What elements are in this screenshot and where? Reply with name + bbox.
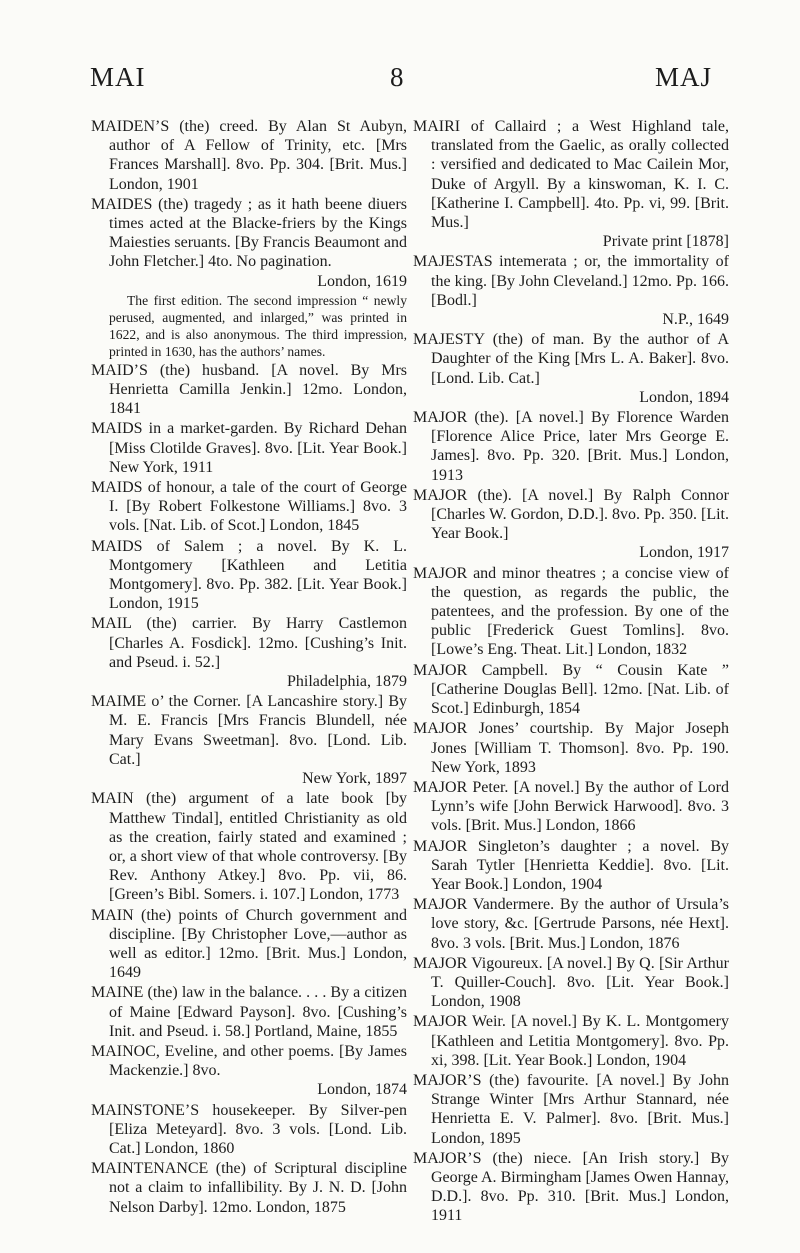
entry-text: MAIME o’ the Corner. [A Lancashire story.] By M. E. Francis [Mrs Francis Blundell, née Mary Evans Sweetman]. 8vo. [Lond. Lib. Cat.]: [91, 693, 407, 768]
bibliography-entry: [413, 117, 729, 251]
bibliography-entry: [413, 330, 729, 407]
entry-imprint: London, 1917: [639, 544, 729, 562]
entry-text: MAINTENANCE (the) of Scriptural discipline not a claim to infallibility. By J. N. D. [John Nelson Darby]. 12mo. London, 1875: [91, 1160, 407, 1216]
entry-text: MAINSTONE’S housekeeper. By Silver-pen [Eliza Meteyard]. 8vo. 3 vols. [Lond. Lib. Cat.] London, 1860: [91, 1101, 407, 1157]
entry-imprint: London, 1619: [317, 272, 407, 290]
entry-text: MAIN (the) points of Church government and discipline. [By Christopher Love,—author as well as editor.] 12mo. [Brit. Mus.] London, 1649: [91, 906, 407, 982]
bibliography-entry: [413, 778, 729, 836]
entry-text: MAJOR Campbell. By “ Cousin Kate ” [Catherine Douglas Bell]. 12mo. [Nat. Lib. of Scot.] Edinburgh, 1854: [413, 661, 729, 718]
bibliography-entry: [91, 614, 407, 691]
entry-text: MAJESTAS intemerata ; or, the immortality of the king. [By John Cleveland.] 12mo. Pp. 166. [Bodl.]: [413, 253, 729, 309]
entry-text: MAIRI of Callaird ; a West Highland tale, translated from the Gaelic, as orally collected : versified and dedicated to Mac Cailein Mor, Duke of Argyll. By a kinswoman, K. I. C. [Katherine I. Campbell]. 4to. Pp. vi, 99. [Brit. Mus.]: [413, 118, 729, 232]
entry-text: MAJOR Jones’ courtship. By Major Joseph Jones [William T. Thomson]. 8vo. Pp. 190. New York, 1893: [413, 720, 729, 776]
bibliography-entry: [91, 1042, 407, 1100]
entry-text: MAJESTY (the) of man. By the author of A Daughter of the King [Mrs L. A. Baker]. 8vo. [Lond. Lib. Cat.]: [413, 331, 729, 387]
entry-imprint: Philadelphia, 1879: [287, 673, 407, 691]
bibliography-entry: [91, 195, 407, 291]
header-right-catchword: MAJ: [655, 62, 713, 92]
bibliography-entry: [413, 1071, 729, 1148]
entry-text: MAIN (the) argument of a late book [by Matthew Tindal], entitled Christianity as old as the creation, fairly stated and examined ; or, a short view of that whole controversy. [By Rev. Anthony Atkey.] 8vo. Pp. vii, 86. [Green’s Bibl. Somers. i. 107.] London, 1773: [91, 790, 407, 904]
entry-text: MAJOR (the). [A novel.] By Florence Warden [Florence Alice Price, later Mrs George E. James]. 8vo. Pp. 320. [Brit. Mus.] London, 1913: [413, 409, 729, 484]
bibliography-entry: [91, 419, 407, 477]
bibliography-entry: [413, 954, 729, 1012]
entry-text: MAINOC, Eveline, and other poems. [By James Mackenzie.] 8vo.: [91, 1042, 407, 1080]
entry-note: The first edition. The second impression “ newly perused, augmented, and inlarged,” was printed in 1622, and is also anonymous. The third impression, printed in 1630, has the authors’ names.: [109, 292, 407, 359]
entry-imprint: Private print [1878]: [602, 233, 729, 251]
bibliography-entry: [413, 837, 729, 895]
entry-text: MAJOR and minor theatres ; a concise view of the question, as regards the public, the patentees, and the profession. By one of the public [Frederick Guest Tomlins]. 8vo. [Lowe’s Eng. Theat. Lit.] London, 1832: [413, 564, 729, 659]
running-head: [0, 62, 800, 102]
entry-text: MAINE (the) law in the balance. . . . By a citizen of Maine [Edward Payson]. 8vo. [Cushing’s Init. and Pseud. i. 58.] Portland, Maine, 1855: [91, 984, 407, 1040]
entry-imprint: London, 1894: [639, 388, 729, 406]
entry-imprint: New York, 1897: [302, 770, 407, 788]
entry-text: MAJOR Weir. [A novel.] By K. L. Montgomery [Kathleen and Letitia Montgomery]. 8vo. Pp. xi, 398. [Lit. Year Book.] London, 1904: [413, 1013, 729, 1069]
bibliography-entry: [413, 1012, 729, 1070]
bibliography-entry: [91, 1101, 407, 1159]
bibliography-entry: [91, 537, 407, 614]
entry-text: MAJOR’S (the) niece. [An Irish story.] By George A. Birmingham [James Owen Hannay, D.D.]. 8vo. Pp. 310. [Brit. Mus.] London, 1911: [413, 1149, 729, 1225]
bibliography-entry: [413, 486, 729, 563]
entry-text: MAIDES (the) tragedy ; as it hath beene diuers times acted at the Blacke-friers by the Kings Maiesties seruants. [By Francis Beaumont and John Fletcher.] 4to. No pagination.: [91, 195, 407, 271]
entry-imprint: London, 1874: [317, 1081, 407, 1099]
entry-text: MAJOR Vigoureux. [A novel.] By Q. [Sir Arthur T. Quiller-Couch]. 8vo. [Lit. Year Book.] London, 1908: [413, 954, 729, 1011]
right-column: [413, 117, 729, 1227]
bibliography-entry: [413, 252, 729, 329]
entry-imprint: N.P., 1649: [662, 311, 729, 329]
bibliography-entry: [413, 719, 729, 777]
bibliography-entry: [413, 1149, 729, 1226]
entry-text: MAID’S (the) husband. [A novel. By Mrs Henrietta Camilla Jenkin.] 12mo. London, 1841: [91, 361, 407, 418]
entry-text: MAIDS of honour, a tale of the court of George I. [By Robert Folkestone Williams.] 8vo. 3 vols. [Nat. Lib. of Scot.] London, 1845: [91, 479, 407, 535]
bibliography-entry: [413, 895, 729, 953]
bibliography-entry: [91, 983, 407, 1041]
entry-text: MAJOR’S (the) favourite. [A novel.] By John Strange Winter [Mrs Arthur Stannard, née Henrietta E. V. Palmer]. 8vo. [Brit. Mus.] London, 1895: [413, 1071, 729, 1147]
bibliography-entry: [91, 1159, 407, 1217]
bibliography-entry: [91, 906, 407, 983]
entry-text: MAIDEN’S (the) creed. By Alan St Aubyn, author of A Fellow of Trinity, etc. [Mrs Frances Marshall]. 8vo. Pp. 304. [Brit. Mus.] London, 1901: [91, 118, 407, 193]
entry-text: MAIL (the) carrier. By Harry Castlemon [Charles A. Fosdick]. 12mo. [Cushing’s Init. and Pseud. i. 52.]: [91, 615, 407, 671]
entry-text: MAJOR (the). [A novel.] By Ralph Connor [Charles W. Gordon, D.D.]. 8vo. Pp. 350. [Lit. Year Book.]: [413, 486, 729, 543]
bibliography-entry: [91, 692, 407, 788]
bibliography-entry: [91, 789, 407, 904]
bibliography-entry: [91, 361, 407, 419]
header-left-catchword: MAI: [90, 62, 146, 92]
entry-text: MAIDS in a market-garden. By Richard Dehan [Miss Clotilde Graves]. 8vo. [Lit. Year Book.] New York, 1911: [91, 420, 407, 476]
entry-text: MAJOR Peter. [A novel.] By the author of Lord Lynn’s wife [John Berwick Harwood]. 8vo. 3 vols. [Brit. Mus.] London, 1866: [413, 778, 729, 835]
bibliography-entry: [91, 117, 407, 194]
entry-text: MAJOR Singleton’s daughter ; a novel. By Sarah Tytler [Henrietta Keddie]. 8vo. [Lit. Year Book.] London, 1904: [413, 837, 729, 893]
left-column: [91, 117, 407, 1218]
bibliography-entry: [413, 564, 729, 660]
page-number: 8: [390, 62, 405, 92]
bibliography-entry: [413, 661, 729, 719]
entry-text: MAIDS of Salem ; a novel. By K. L. Montgomery [Kathleen and Letitia Montgomery]. 8vo. Pp. 382. [Lit. Year Book.] London, 1915: [91, 537, 407, 613]
bibliography-entry: [91, 478, 407, 536]
entry-text: MAJOR Vandermere. By the author of Ursula’s love story, &c. [Gertrude Parsons, née Hext]. 8vo. 3 vols. [Brit. Mus.] London, 1876: [413, 896, 729, 952]
bibliography-entry: [413, 408, 729, 485]
